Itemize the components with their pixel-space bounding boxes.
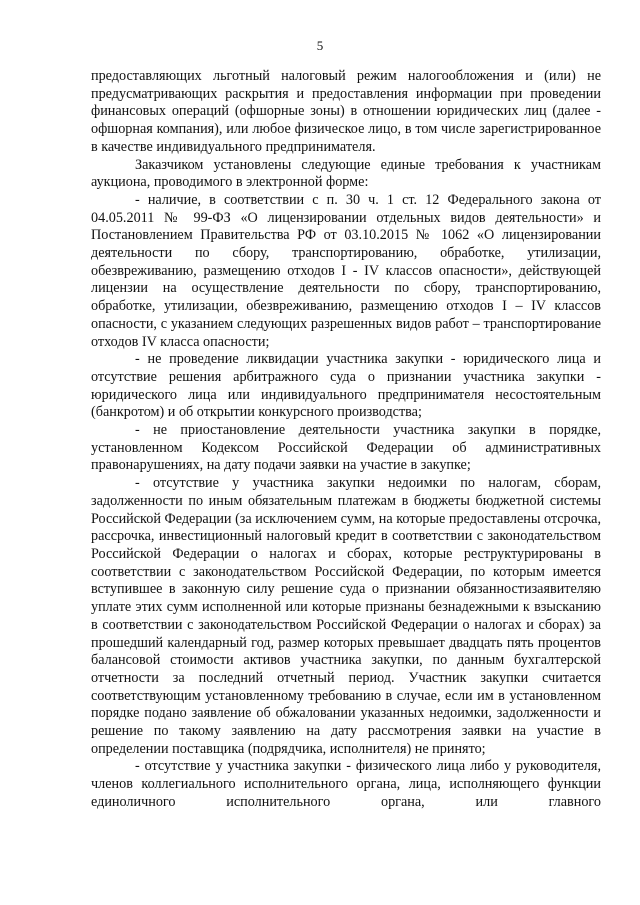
paragraph-no-suspension: - не приостановление деятельности участника закупки в порядке, установленном Кодексом Российской Федерации об административных правонарушениях, на дату подачи заявки на участие в закупке; <box>91 422 601 474</box>
paragraph-no-criminal-record: - отсутствие у участника закупки - физического лица либо у руководителя, членов коллегиального исполнительного органа, лица, исполняющего функции единоличного исполнительного органа, или главного <box>91 758 601 810</box>
paragraph-requirements-intro: Заказчиком установлены следующие единые требования к участникам аукциона, проводимого в электронной форме: <box>91 156 601 191</box>
paragraph-license-requirement: - наличие, в соответствии с п. 30 ч. 1 ст. 12 Федерального закона от 04.05.2011 № 99-ФЗ «О лицензировании отдельных видов деятельности» и Постановлением Правительства РФ от 03.10.2015 № 1062 «О лицензировании деятельности по сбору, транспортированию, обработке, утилизации, обезвреживанию, размещению отходов I - IV классов опасности», действующей лицензии на осуществление деятельности по сбору, транспортированию, обработке, утилизации, обезвреживанию, размещению отходов I – IV классов опасности, с указанием следующих разрешенных видов работ – транспортирование отходов IV класса опасности; <box>91 191 601 350</box>
paragraph-offshore-continuation: предоставляющих льготный налоговый режим налогообложения и (или) не предусматривающих раскрытия и предоставления информации при проведении финансовых операций (офшорные зоны) в отношении юридических лиц (далее - офшорная компания), или любое физическое лицо, в том числе зарегистрированное в качестве индивидуального предпринимателя. <box>91 68 601 155</box>
paragraph-no-liquidation: - не проведение ликвидации участника закупки - юридического лица и отсутствие решения арбитражного суда о признании участника закупки - юридического лица или индивидуального предпринимателя несостоятельным (банкротом) и об открытии конкурсного производства; <box>91 351 601 421</box>
page-number: 5 <box>316 38 324 53</box>
paragraph-no-tax-arrears: - отсутствие у участника закупки недоимки по налогам, сборам, задолженности по иным обязательным платежам в бюджеты бюджетной системы Российской Федерации (за исключением сумм, на которые предоставлены отсрочка, рассрочка, инвестиционный налоговый кредит в соответствии с законодательством Российской Федерации о налогах и сборах, которые реструктурированы в соответствии с законодательством Российской Федерации, по которым имеется вступившее в законную силу решение суда о признании обязанностизаявителяю уплате этих сумм исполненной или которые признаны безнадежными к взысканию в соответствии с законодательством Российской Федерации о налогах и сборах) за прошедший календарный год, размер которых превышает двадцать пять процентов балансовой стоимости активов участника закупки, по данным бухгалтерской отчетности за последний отчетный период. Участник закупки считается соответствующим установленному требованию в случае, если им в установленном порядке подано заявление об обжаловании указанных недоимки, задолженности и решение по такому заявлению на дату рассмотрения заявки на участие в определении поставщика (подрядчика, исполнителя) не принято; <box>91 475 601 757</box>
page-body <box>91 68 601 812</box>
